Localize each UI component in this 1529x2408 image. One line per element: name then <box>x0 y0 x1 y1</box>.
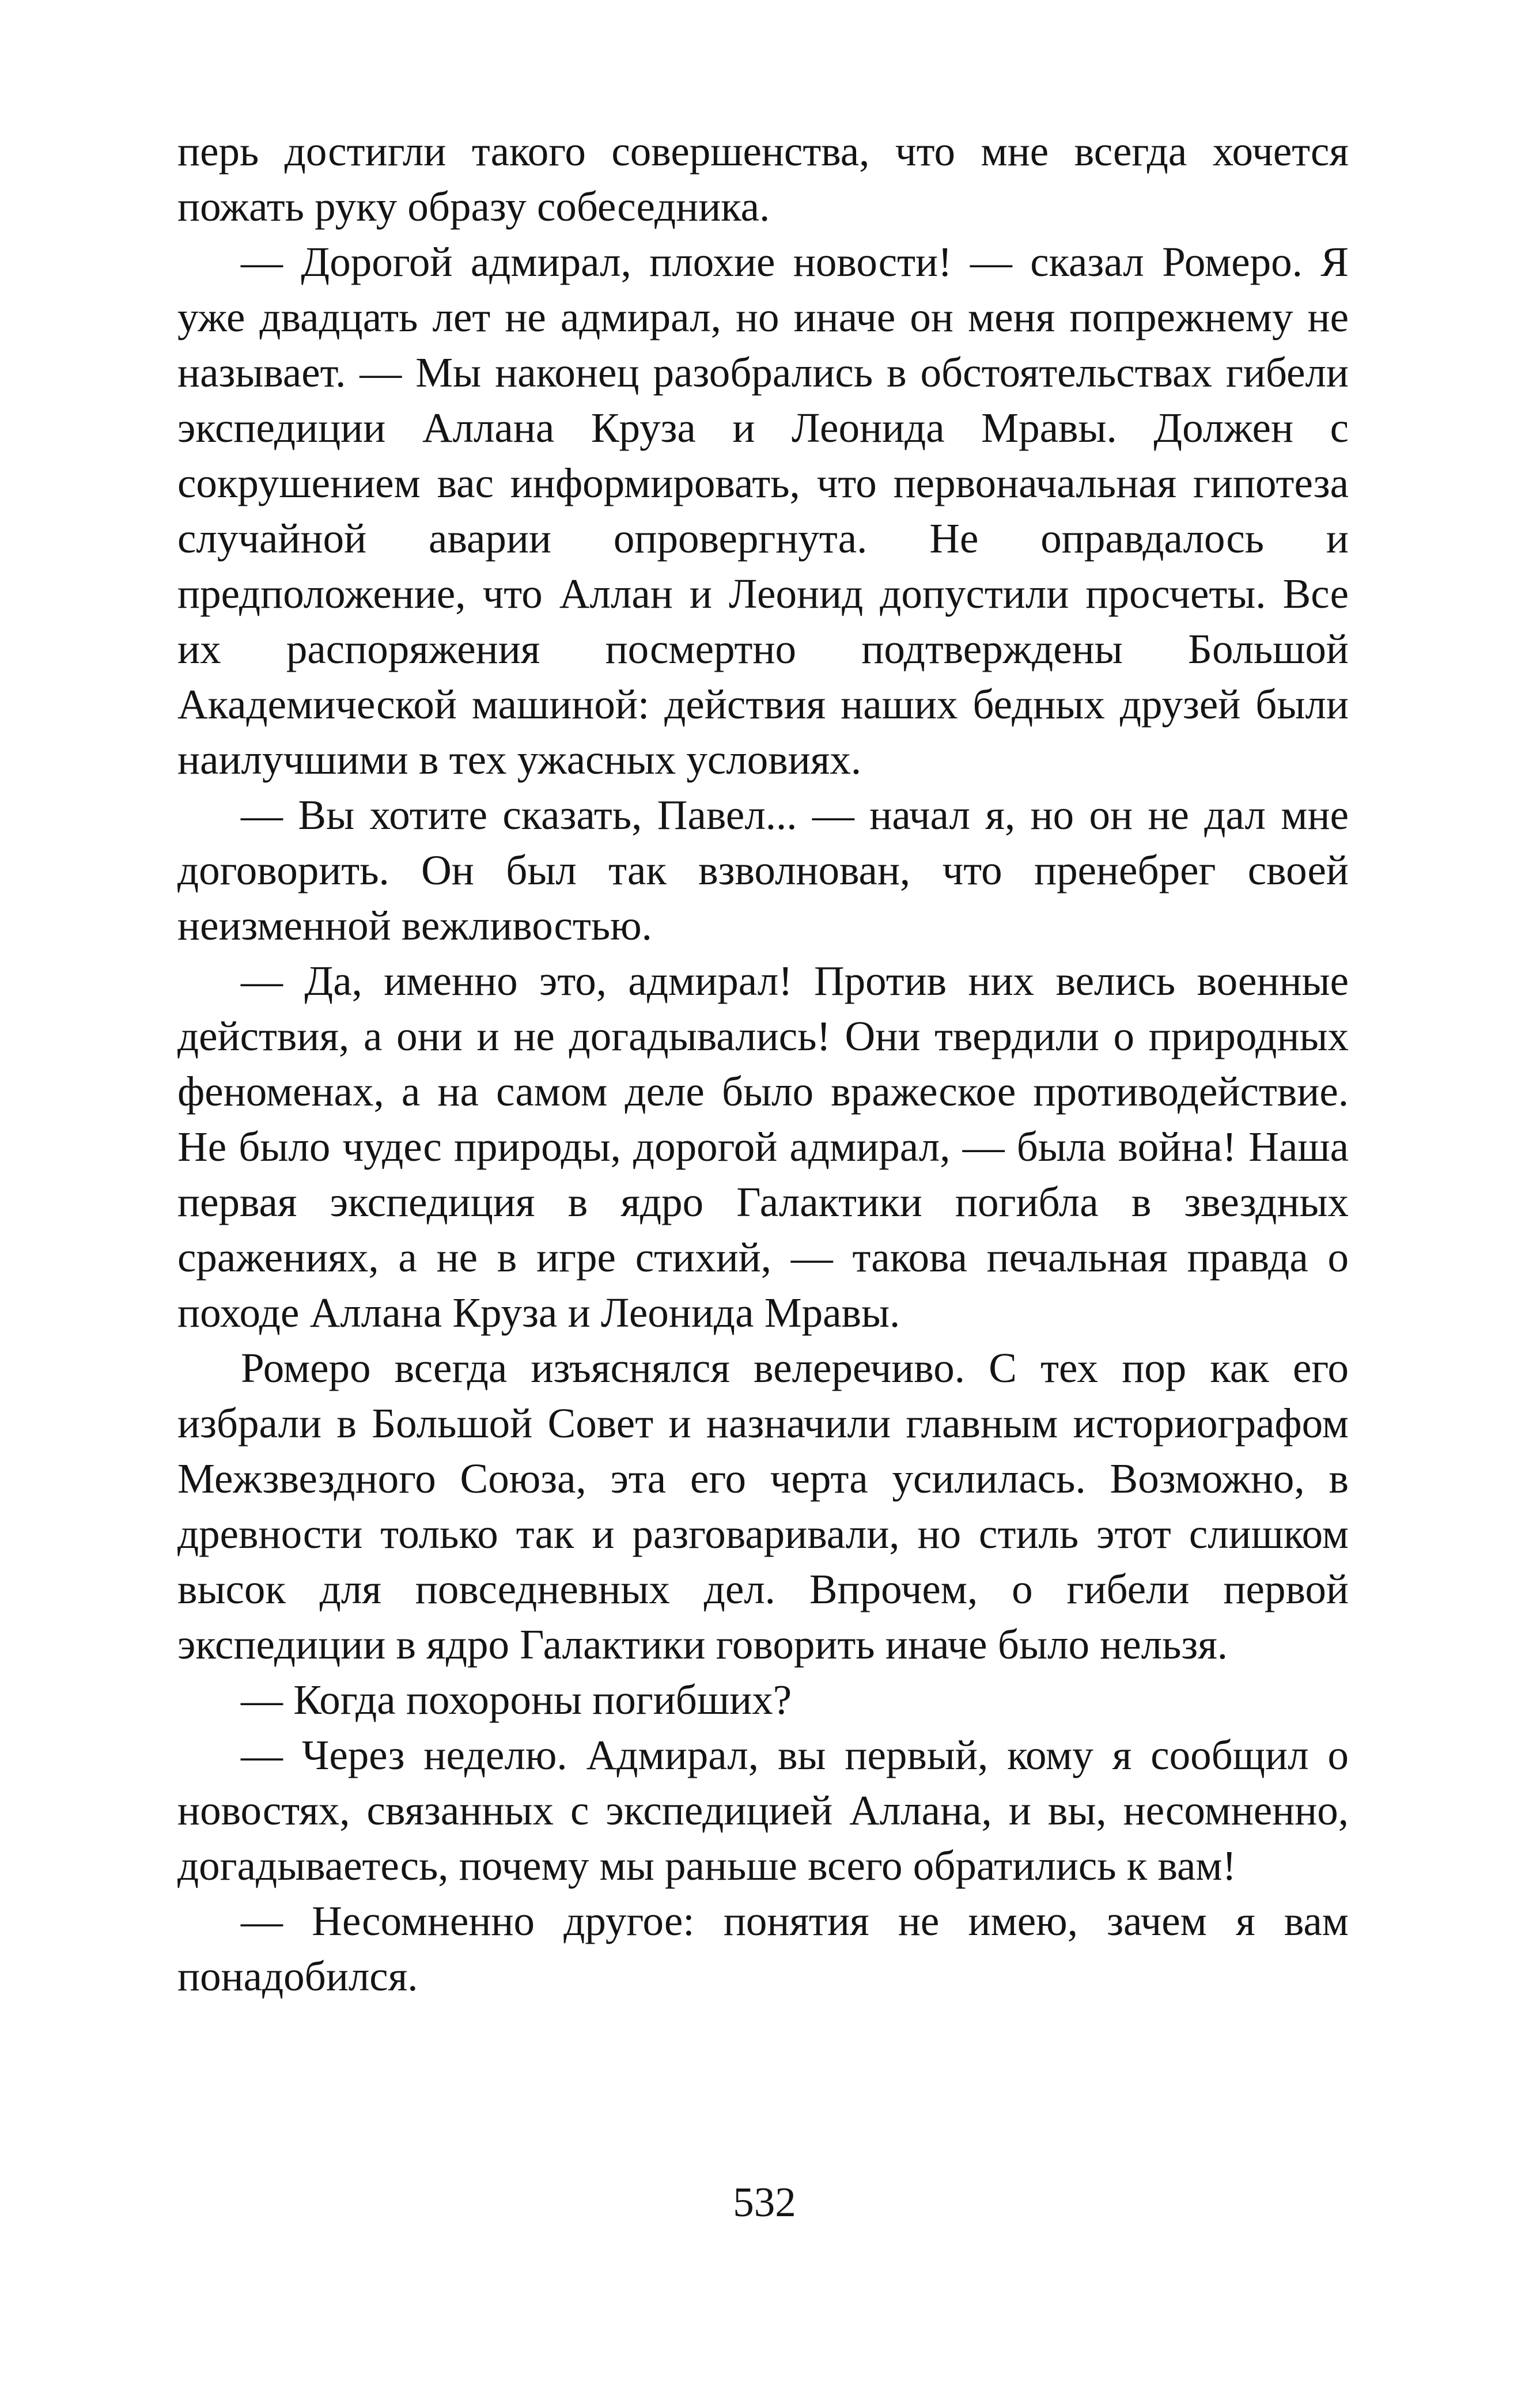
paragraph-5: Ромеро всегда изъяснялся велеречиво. С тех пор как его избрали в Большой Совет и назначили главным историографом Межзвездного Союза, эта его черта усилилась. Возможно, в древности только так и разговаривали, но стиль этот слишком высок для повседневных дел. Впрочем, о гибели первой экспедиции в ядро Галактики говорить иначе было нельзя. <box>177 1345 1349 1668</box>
page-body <box>177 124 1349 2004</box>
paragraph-1: перь достигли такого совершенства, что мне всегда хочется пожать руку образу собеседника. <box>177 128 1349 230</box>
paragraph-3: — Вы хотите сказать, Павел... — начал я, но он не дал мне договорить. Он был так взволнован, что пренебрег своей неизменной вежливостью. <box>177 792 1349 949</box>
paragraph-7: — Через неделю. Адмирал, вы первый, кому я сообщил о новостях, связанных с экспедицией Аллана, и вы, несомненно, догадываетесь, почему мы раньше всего обратились к вам! <box>177 1732 1349 1889</box>
paragraph-2: — Дорогой адмирал, плохие новости! — сказал Ромеро. Я уже двадцать лет не адмирал, но иначе он меня попрежнему не называет. — Мы наконец разобрались в обстоятельствах гибели экспедиции Аллана Круза и Леонида Мравы. Должен с сокрушением вас информировать, что первоначальная гипотеза случайной аварии опровергнута. Не оправдалось и предположение, что Аллан и Леонид допустили просчеты. Все их распоряжения посмертно подтверждены Большой Академической машиной: действия наших бедных друзей были наилучшими в тех ужасных условиях. <box>177 238 1349 783</box>
paragraph-8: — Несомненно другое: понятия не имею, зачем я вам понадобился. <box>177 1898 1349 2000</box>
page-number: 532 <box>733 2179 796 2225</box>
paragraph-4: — Да, именно это, адмирал! Против них велись военные действия, а они и не догадывались! Они твердили о природных феноменах, а на самом деле было вражеское противодействие. Не было чудес природы, дорогой адмирал, — была война! Наша первая экспедиция в ядро Галактики погибла в звездных сражениях, а не в игре стихий, — такова печальная правда о походе Аллана Круза и Леонида Мравы. <box>177 957 1349 1336</box>
paragraph-6: — Когда похороны погибших? <box>241 1676 792 1723</box>
